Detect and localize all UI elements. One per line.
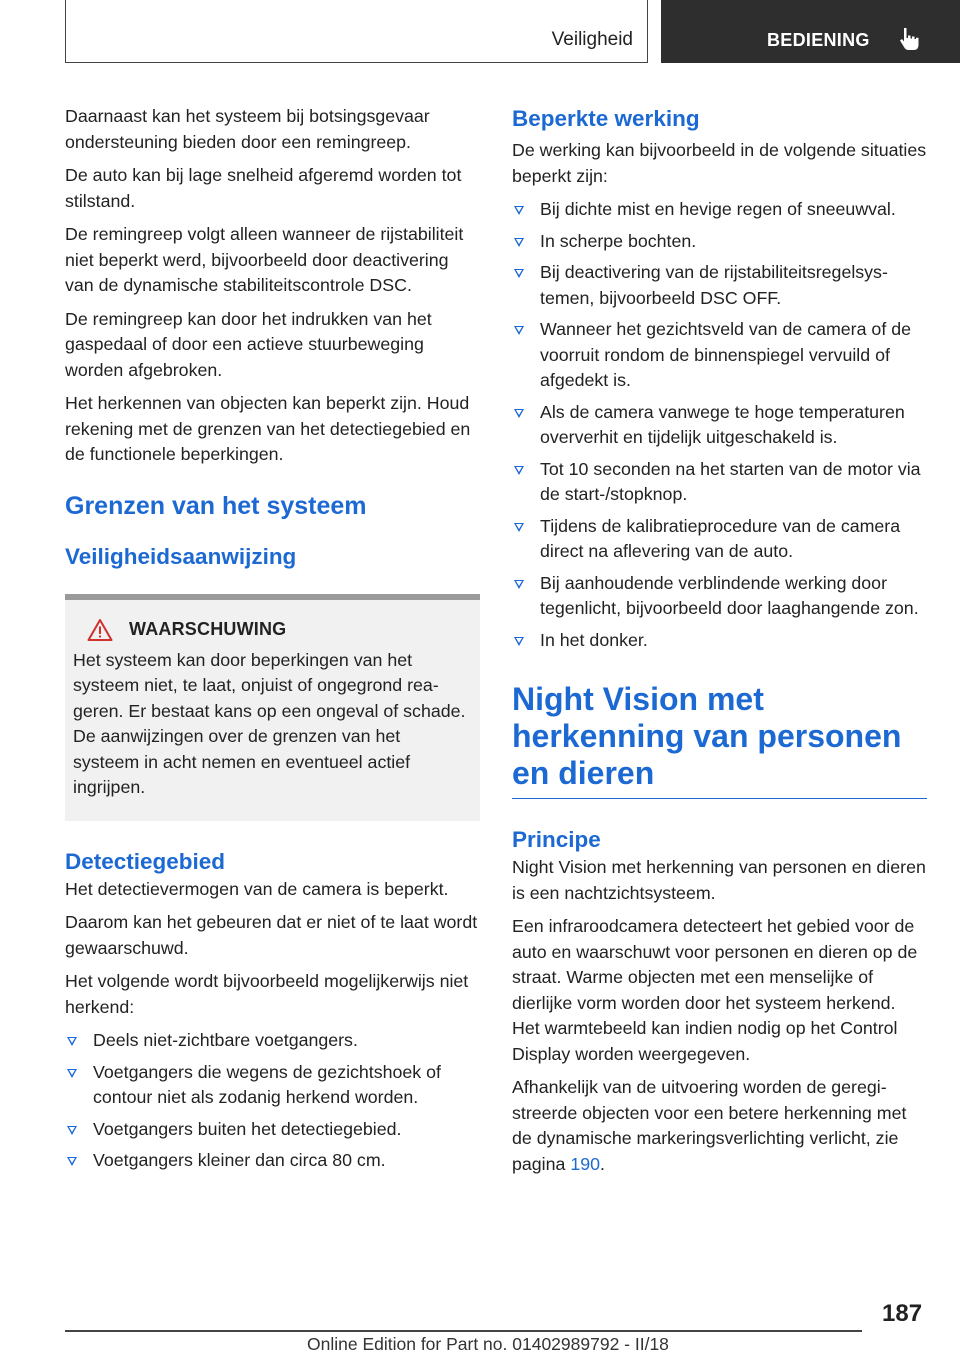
bullet-triangle-icon bbox=[514, 637, 524, 646]
paragraph-abort: De remingreep kan door het indrukken van het gaspedaal of door een actieve stuurbeweging worden afgebroken. bbox=[65, 308, 432, 380]
list-item: Deels niet-zichtbare voetgangers. bbox=[65, 1028, 480, 1054]
paragraph-limited-intro: De werking kan bijvoorbeeld in de volgende situaties beperkt zijn: bbox=[512, 140, 927, 186]
bullet-triangle-icon bbox=[67, 1157, 77, 1166]
footer-divider bbox=[65, 1330, 862, 1332]
header-chapter-tab bbox=[661, 0, 960, 63]
paragraph-standstill: De auto kan bij lage snelheid afgeremd worden tot stilstand. bbox=[65, 165, 462, 211]
paragraph-not-recognized: Het volgende wordt bijvoorbeeld mogelijkerwijs niet herkend: bbox=[65, 971, 469, 1017]
warning-triangle-icon bbox=[87, 618, 113, 642]
hand-pointer-icon bbox=[897, 26, 923, 52]
warning-header bbox=[73, 618, 470, 642]
bullet-triangle-icon bbox=[514, 580, 524, 589]
right-column bbox=[512, 104, 927, 1185]
left-column bbox=[65, 104, 480, 1180]
bullet-triangle-icon bbox=[514, 466, 524, 475]
list-item: In het donker. bbox=[512, 628, 927, 654]
list-item: Bij deactivering van de rijstabiliteitsregelsystemen, bijvoorbeeld DSC OFF. bbox=[512, 260, 927, 311]
paragraph-marking-light: Afhankelijk van de uitvoering worden de geregistreerde objecten voor een betere herkenning met de dynamische markeringsverlichting verlicht, zie pagina 190. bbox=[512, 1077, 907, 1174]
bullet-triangle-icon bbox=[514, 409, 524, 418]
header-chapter-label: BEDIENING bbox=[767, 30, 870, 50]
bullet-triangle-icon bbox=[67, 1037, 77, 1046]
paragraph-infrared-camera: Een infraroodcamera detecteert het gebied voor de auto en waarschuwt voor personen en dieren op de straat. Warme objecten met een menselijke of dierlijke vorm worden door het systeem herkend. Het warmtebeeld kan indien nodig op het Control Display worden weergegeven. bbox=[512, 916, 918, 1064]
heading-limited-function: Beperkte werking bbox=[512, 106, 700, 131]
list-item: Voetgangers buiten het detectiegebied. bbox=[65, 1117, 480, 1143]
paragraph-detection-limits: Het herkennen van objecten kan beperkt zijn. Houd rekening met de grenzen van het detectiegebied en de functionele beperkingen. bbox=[65, 393, 471, 464]
list-not-recognized bbox=[65, 1028, 480, 1174]
list-item: Tijdens de kalibratieprocedure van de camera direct na aflevering van de auto. bbox=[512, 514, 927, 565]
warning-title: WAARSCHUWING bbox=[129, 619, 287, 639]
header-section-label: Veiligheid bbox=[551, 29, 633, 50]
paragraph-emergency-braking: Daarnaast kan het systeem bij botsingsgevaar ondersteuning bieden door een remingreep. bbox=[65, 106, 430, 152]
paragraph-night-vision-intro: Night Vision met herkenning van personen en dieren is een nachtzichtsysteem. bbox=[512, 857, 926, 903]
paragraph-stability: De remingreep volgt alleen wanneer de rijstabiliteit niet beperkt werd, bijvoorbeeld door deactivering van de dynamische stabiliteitscontrole DSC. bbox=[65, 224, 464, 295]
heading-principle: Principe bbox=[512, 827, 601, 852]
list-limited-situations bbox=[512, 197, 927, 653]
page-number: 187 bbox=[882, 1300, 923, 1327]
bullet-triangle-icon bbox=[67, 1069, 77, 1078]
bullet-triangle-icon bbox=[514, 206, 524, 215]
heading-detection-area: Detectiegebied bbox=[65, 848, 226, 874]
list-item: Wanneer het gezichtsveld van de camera of de voorruit rondom de binnenspiegel vervuild of afgedekt is. bbox=[512, 317, 927, 394]
bullet-triangle-icon bbox=[514, 269, 524, 278]
header-section-tab bbox=[65, 0, 648, 63]
page-link-190[interactable]: 190 bbox=[570, 1153, 601, 1174]
heading-safety-notice: Veiligheidsaanwijzing bbox=[65, 543, 297, 569]
list-item: Voetgangers die wegens de gezichtshoek of contour niet als zodanig herkend worden. bbox=[65, 1060, 480, 1111]
paragraph-detection-capacity: Het detectievermogen van de camera is beperkt. bbox=[65, 878, 449, 899]
heading-system-limits: Grenzen van het systeem bbox=[65, 491, 367, 520]
paragraph-late-warning: Daarom kan het gebeuren dat er niet of te laat wordt gewaarschuwd. bbox=[65, 912, 478, 958]
heading-night-vision: Night Vision met herkenning van personen en dieren bbox=[512, 681, 927, 799]
bullet-triangle-icon bbox=[514, 326, 524, 335]
bullet-triangle-icon bbox=[514, 238, 524, 247]
bullet-triangle-icon bbox=[67, 1126, 77, 1135]
warning-text: Het systeem kan door beperkingen van het systeem niet, te laat, onjuist of ongegrond reageren. Er bestaat kans op een ongeval of schade. De aanwijzingen over de grenzen van het systeem in acht nemen en eventueel actief ingrijpen. bbox=[73, 649, 466, 797]
list-item: Tot 10 seconden na het starten van de motor via de start-/stopknop. bbox=[512, 457, 927, 508]
list-item: Voetgangers kleiner dan circa 80 cm. bbox=[65, 1148, 480, 1174]
footer-edition: Online Edition for Part no. 01402989792 - II/18 bbox=[307, 1334, 669, 1354]
list-item: Als de camera vanwege te hoge temperaturen oververhit en tijdelijk uitgeschakeld is. bbox=[512, 400, 927, 451]
warning-box bbox=[65, 594, 480, 821]
bullet-triangle-icon bbox=[514, 523, 524, 532]
list-item: In scherpe bochten. bbox=[512, 229, 927, 255]
list-item: Bij aanhoudende verblindende werking door tegenlicht, bijvoorbeeld door laaghangende zon. bbox=[512, 571, 927, 622]
list-item: Bij dichte mist en hevige regen of sneeuwval. bbox=[512, 197, 927, 223]
